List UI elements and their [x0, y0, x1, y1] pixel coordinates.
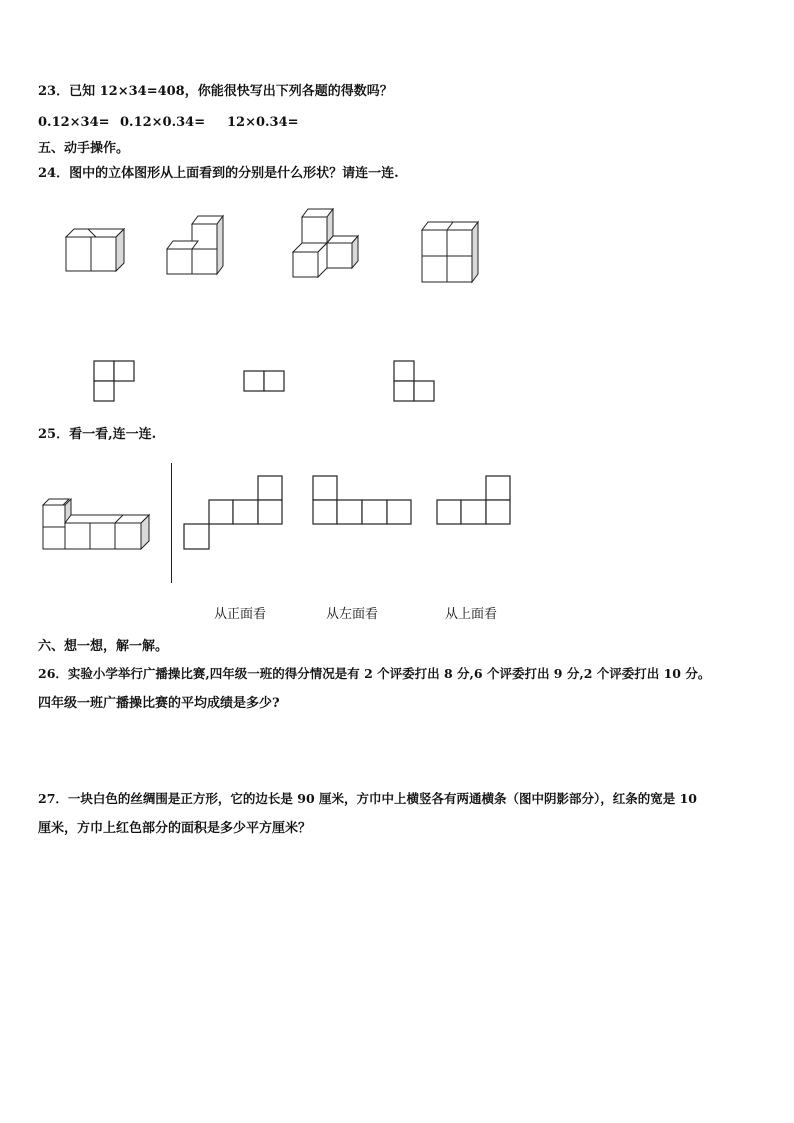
section-5-title: 五、动手操作。 [38, 141, 130, 156]
q24-solid-4 [418, 218, 488, 288]
q24-top-view-3 [393, 360, 438, 405]
section-6-title: 六、想一想，解一解。 [38, 639, 169, 654]
q25-label-front: 从正面看 [214, 607, 267, 622]
q26-line-2: 四年级一班广播操比赛的平均成绩是多少? [38, 696, 280, 711]
q24-solid-1-front [60, 225, 130, 280]
q23-expression-1: 0.12×34= [38, 115, 110, 130]
q24-question: 24．图中的立体图形从上面看到的分别是什么形状？请连一连. [38, 166, 399, 181]
q23-expression-3: 12×0.34= [227, 115, 299, 130]
q25-divider [171, 463, 172, 583]
q25-question: 25．看一看,连一连. [38, 427, 157, 442]
q23-question: 23．已知 12×34=408，你能很快写出下列各题的得数吗？ [38, 84, 393, 99]
q25-solid [38, 495, 158, 555]
q26-line-1: 26．实验小学举行广播操比赛,四年级一班的得分情况是有 2 个评委打出 8 分,6 个评委打出 9 分,2 个评委打出 10 分。 [38, 666, 711, 681]
q23-expression-2: 0.12×0.34= [120, 115, 206, 130]
q24-solid-3 [288, 205, 368, 285]
q25-view-3 [436, 475, 516, 530]
q27-line-1: 27．一块白色的丝绸围是正方形，它的边长是 90 厘米，方巾中上横竖各有两通横条（图中阴影部分），红条的宽是 10 [38, 791, 697, 806]
q25-view-2 [312, 475, 417, 530]
q24-top-view-1 [93, 360, 138, 405]
q25-label-top: 从上面看 [445, 607, 498, 622]
q27-line-2: 厘米，方巾上红色部分的面积是多少平方厘米？ [38, 821, 312, 836]
q25-label-left: 从左面看 [326, 607, 379, 622]
q24-solid-2 [160, 210, 230, 280]
q25-view-1 [183, 475, 288, 555]
q24-top-view-2 [243, 370, 288, 395]
